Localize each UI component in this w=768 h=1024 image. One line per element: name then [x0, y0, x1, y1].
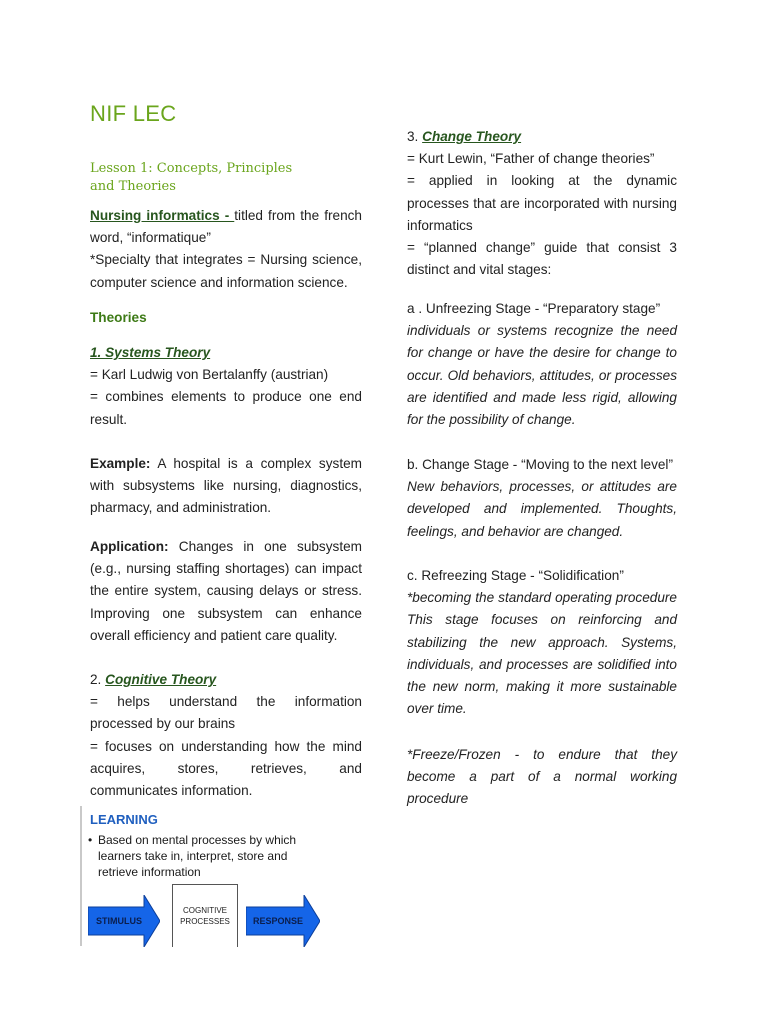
figure-bullet-text: Based on mental processes by which learners take in, interpret, store and retrieve information	[98, 833, 297, 879]
change-theory-line1: = Kurt Lewin, “Father of change theories”	[407, 151, 655, 167]
systems-theory-application	[90, 536, 362, 647]
cognitive-theory-line1: = helps understand the information processed by our brains	[90, 694, 362, 732]
process-line1: COGNITIVE	[182, 906, 227, 915]
change-theory-line2: = applied in looking at the dynamic processes that are incorporated with nursing informatics	[407, 173, 677, 233]
change-theory-line3: = “planned change” guide that consist 3 distinct and vital stages:	[407, 240, 677, 278]
example-label: Example:	[90, 456, 151, 471]
nursing-informatics-def-part2: *Specialty that integrates = Nursing science, computer science and information science.	[90, 252, 362, 290]
process-line2: PROCESSES	[180, 917, 230, 926]
stage-a-text: individuals or systems recognize the need for change or have the desire for change to occur. Old behaviors, attitudes, or processes are identified and made less rigid, allowing for the possibility of change.	[407, 323, 677, 428]
systems-theory-title: 1. Systems Theory	[90, 345, 211, 360]
cognitive-theory-title: Cognitive Theory	[105, 672, 217, 687]
stage-a-title: a . Unfreezing Stage - “Preparatory stage”	[407, 301, 661, 316]
cognitive-theory-section	[90, 669, 362, 802]
systems-theory-desc: = combines elements to produce one end result.	[90, 389, 362, 427]
figure-bullet	[88, 832, 318, 880]
stimulus-arrow	[88, 895, 160, 947]
application-text: Changes in one subsystem (e.g., nursing staffing shortages) can impact the entire system, causing delays or stress. Improving one subsystem can enhance overall efficiency and patient care quality.	[90, 539, 362, 643]
cognitive-theory-number: 2.	[90, 672, 106, 687]
nursing-informatics-term: Nursing informatics -	[90, 208, 235, 223]
stage-c	[407, 565, 677, 720]
stage-b	[407, 454, 677, 543]
lesson-title	[90, 160, 362, 195]
systems-theory-example	[90, 453, 362, 520]
change-theory-number: 3.	[407, 129, 423, 144]
stage-b-text: New behaviors, processes, or attitudes are developed and implemented. Thoughts, feelings, and behavior are changed.	[407, 479, 677, 539]
example-text: A hospital is a complex system with subsystems like nursing, diagnostics, pharmacy, and administration.	[90, 456, 362, 516]
nursing-informatics-definition	[90, 205, 362, 294]
lesson-title-line1: Lesson 1: Concepts, Principles	[90, 161, 293, 176]
stage-c-text: *becoming the standard operating procedure This stage focuses on reinforcing and stabilizing the new approach. Systems, individuals, and processes are solidified into the new norm, making it more sustainable over time.	[407, 590, 677, 717]
stage-c-title: c. Refreezing Stage - “Solidification”	[407, 568, 624, 583]
theories-heading: Theories	[90, 310, 147, 325]
response-arrow	[246, 895, 320, 947]
cognitive-theory-line2: = focuses on understanding how the mind acquires, stores, retrieves, and communicates information.	[90, 738, 362, 799]
stimulus-label: STIMULUS	[96, 916, 142, 926]
freeze-note: *Freeze/Frozen - to endure that they become a part of a normal working procedure	[407, 747, 677, 807]
application-label: Application:	[90, 539, 169, 554]
cognitive-processes-box	[172, 884, 238, 947]
systems-theory-section	[90, 342, 362, 431]
nursing-informatics-def-part1: titled from the french word, “informatique”	[90, 208, 362, 246]
document-title: NIF LEC	[90, 101, 177, 126]
response-label: RESPONSE	[252, 916, 303, 926]
change-theory-title: Change Theory	[422, 129, 522, 144]
stage-b-title: b. Change Stage - “Moving to the next level”	[407, 457, 673, 472]
learning-figure	[80, 806, 324, 946]
lesson-title-line2: and Theories	[90, 178, 176, 194]
change-theory-section	[407, 126, 677, 281]
stage-a	[407, 298, 677, 431]
bullet-dot-icon: •	[88, 833, 93, 847]
figure-border	[80, 806, 82, 946]
figure-title: LEARNING	[90, 812, 158, 827]
systems-theory-author: = Karl Ludwig von Bertalanffy (austrian)	[90, 367, 329, 383]
